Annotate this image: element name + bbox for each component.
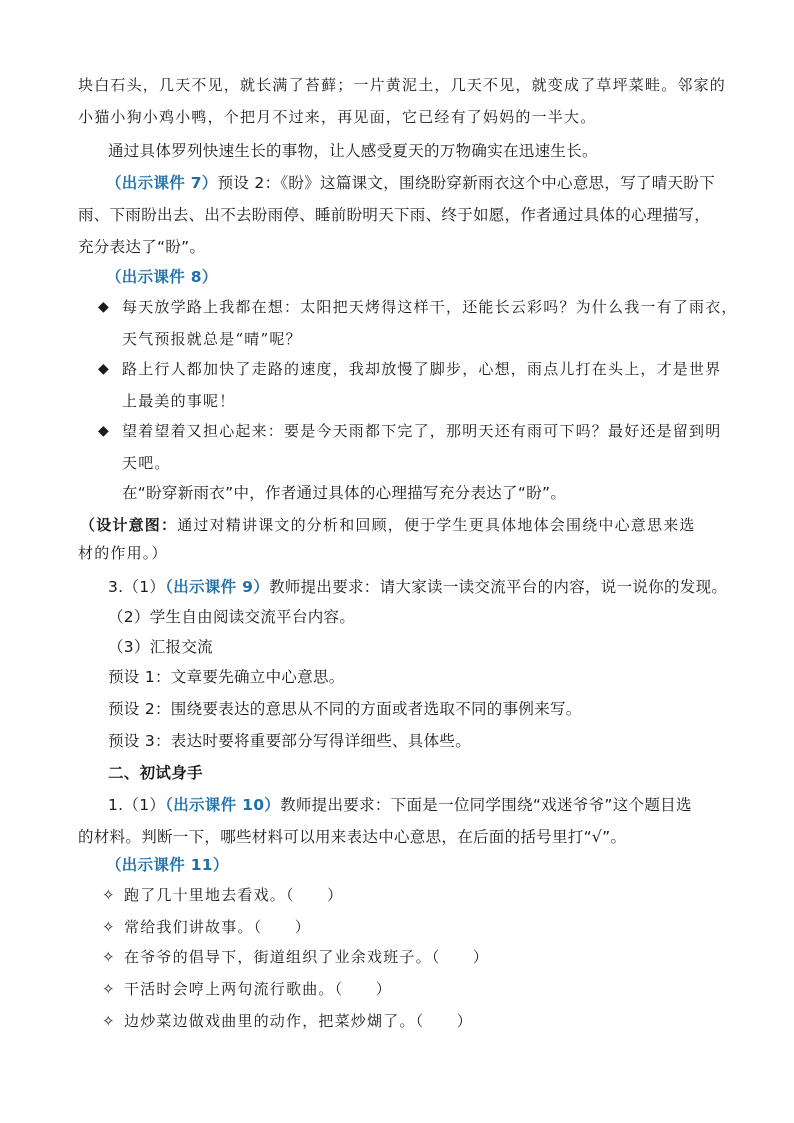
paragraph-line: 在“盼穿新雨衣”中，作者通过具体的心理描写充分表达了“盼”。 (122, 484, 567, 502)
paragraph-line: （3）汇报交流 (108, 638, 213, 656)
sparkle-bullet-icon: ✧ (102, 918, 115, 936)
material-item: 干活时会哼上两句流行歌曲。（ ） (124, 980, 392, 998)
paragraph-line: 块白石头，几天不见，就长满了苔藓；一片黄泥土，几天不见，就变成了草坪菜畦。邻家的 (78, 76, 727, 94)
bullet-text: 每天放学路上我都在想：太阳把天烤得这样干，还能长云彩吗？为什么我一有了雨衣， (122, 298, 738, 316)
diamond-bullet-icon: ◆ (98, 299, 109, 315)
paragraph-line: 3.（1）（出示课件 9）教师提出要求：请大家读一读交流平台的内容，说一说你的发现。 (108, 578, 728, 596)
courseware-tag-line (106, 854, 756, 876)
paragraph-line: 的材料。判断一下，哪些材料可以用来表达中心意思，在后面的括号里打“√”。 (78, 828, 627, 846)
section-heading: 二、初试身手 (108, 764, 203, 782)
sparkle-bullet-icon: ✧ (102, 886, 115, 904)
courseware-tag: （出示课件 9） (165, 578, 269, 596)
paragraph-line: 预设 2：围绕要表达的意思从不同的方面或者选取不同的事例来写。 (108, 700, 582, 718)
material-item: 在爷爷的倡导下，街道组织了业余戏班子。（ ） (124, 948, 490, 966)
sparkle-bullet-icon: ✧ (102, 948, 115, 966)
paragraph-line: 预设 1：文章要先确立中心意思。 (108, 668, 345, 686)
paragraph-line: 充分表达了“盼”。 (78, 238, 206, 256)
courseware-tag-line (106, 266, 756, 288)
diamond-bullet-icon: ◆ (98, 423, 109, 439)
paragraph-line: 雨、下雨盼出去、出不去盼雨停、睡前盼明天下雨、终于如愿，作者通过具体的心理描写， (78, 206, 711, 224)
material-item: 常给我们讲故事。（ ） (124, 918, 311, 936)
courseware-tag: （出示课件 11） (106, 856, 229, 874)
material-item: 跑了几十里地去看戏。（ ） (124, 886, 344, 904)
paragraph-line: 1.（1）（出示课件 10）教师提出要求：下面是一位同学围绕“戏迷爷爷”这个题目选 (108, 796, 692, 814)
design-intent-line: （设计意图：通过对精讲课文的分析和回顾，便于学生更具体地体会围绕中心意思来选 (80, 516, 696, 534)
courseware-tag: （出示课件 7） (106, 174, 218, 192)
bullet-text: 上最美的事呢！ (122, 392, 236, 410)
bullet-text: 天气预报就总是“晴”呢？ (122, 330, 302, 348)
paragraph-line: 通过具体罗列快速生长的事物，让人感受夏天的万物确实在迅速生长。 (108, 142, 598, 160)
paragraph-line: 预设 3：表达时要将重要部分写得详细些、具体些。 (108, 732, 471, 750)
sparkle-bullet-icon: ✧ (102, 1012, 115, 1030)
material-item: 边炒菜边做戏曲里的动作，把菜炒煳了。（ ） (124, 1012, 473, 1030)
diamond-bullet-icon: ◆ (98, 361, 109, 377)
sparkle-bullet-icon: ✧ (102, 980, 115, 998)
paragraph-line: 小猫小狗小鸡小鸭，个把月不过来，再见面，它已经有了妈妈的一半大。 (78, 108, 597, 126)
design-intent-line: 材的作用。） (78, 544, 168, 562)
bullet-text: 天吧。 (122, 454, 171, 472)
bullet-text: 望着望着又担心起来：要是今天雨都下完了，那明天还有雨可下吗？最好还是留到明 (122, 422, 722, 440)
courseware-tag: （出示课件 8） (106, 268, 218, 286)
design-intent-label: （设计意图： (80, 516, 178, 534)
paragraph-line: （2）学生自由阅读交流平台内容。 (108, 608, 356, 626)
courseware-tag: （出示课件 10） (165, 796, 281, 814)
paragraph-line: （出示课件 7）预设 2：《盼》这篇课文，围绕盼穿新雨衣这个中心意思，写了晴天盼下 (106, 174, 716, 192)
bullet-text: 路上行人都加快了走路的速度，我却放慢了脚步，心想，雨点儿打在头上，才是世界 (122, 360, 722, 378)
